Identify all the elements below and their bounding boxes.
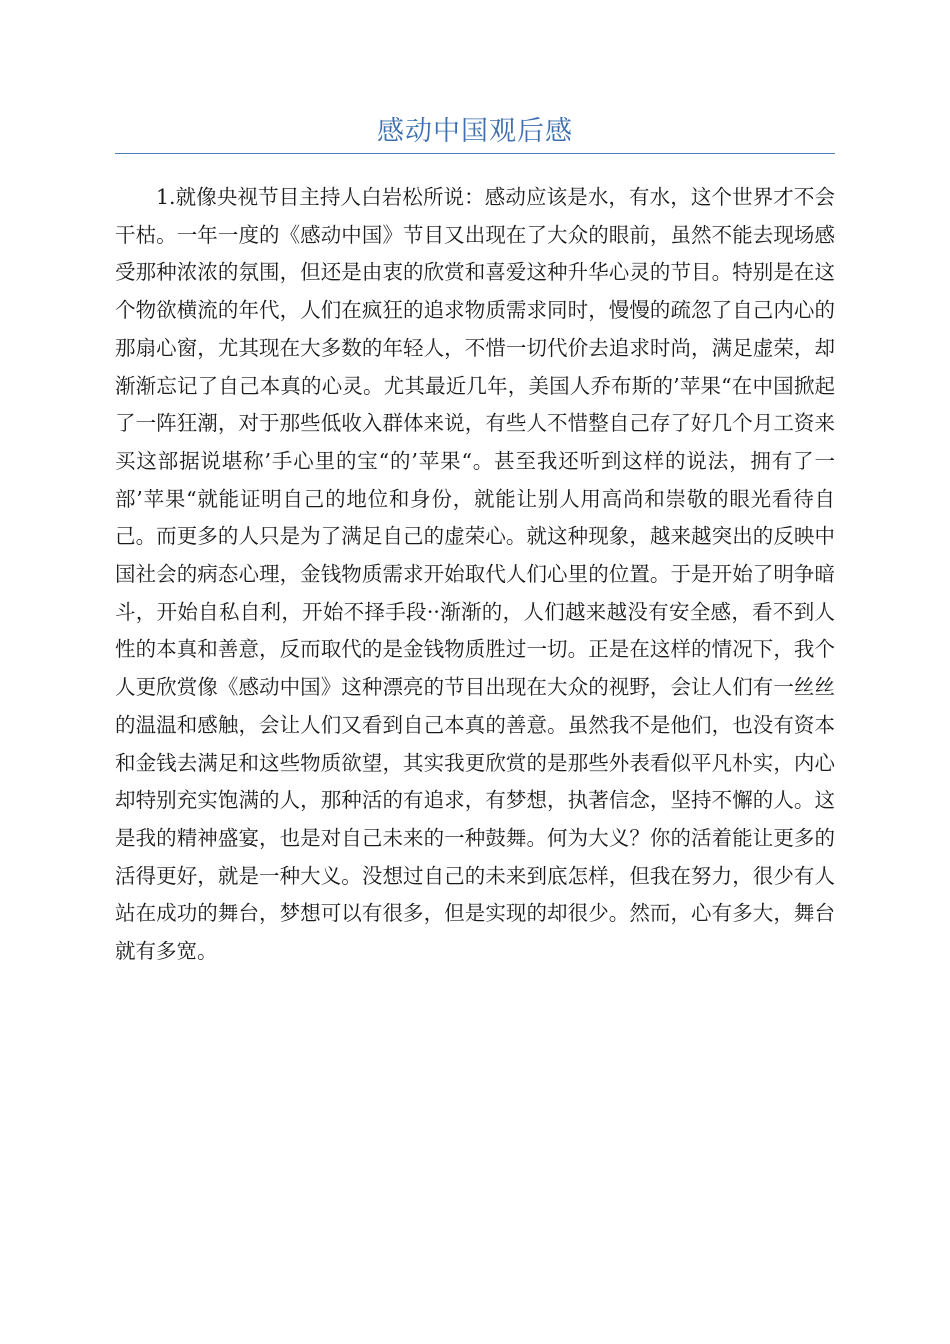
body-paragraph: 1.就像央视节目主持人白岩松所说：感动应该是水，有水，这个世界才不会干枯。一年一度的《感动中国》节目又出现在了大众的眼前，虽然不能去现场感受那种浓浓的氛围，但还是由衷的欣赏和喜爱这种升华心灵的节目。特别是在这个物欲横流的年代，人们在疯狂的追求物质需求同时，慢慢的疏忽了自己内心的那扇心窗，尤其现在大多数的年轻人，不惜一切代价去追求时尚，满足虚荣，却渐渐忘记了自己本真的心灵。尤其最近几年，美国人乔布斯的’苹果“在中国掀起了一阵狂潮，对于那些低收入群体来说，有些人不惜整自己存了好几个月工资来买这部据说堪称’手心里的宝“的’苹果“。甚至我还听到这样的说法，拥有了一部’苹果“就能证明自己的地位和身份，就能让别人用高尚和崇敬的眼光看待自己。而更多的人只是为了满足自己的虚荣心。就这种现象，越来越突出的反映中国社会的病态心理，金钱物质需求开始取代人们心里的位置。于是开始了明争暗斗，开始自私自利，开始不择手段··渐渐的，人们越来越没有安全感，看不到人性的本真和善意，反而取代的是金钱物质胜过一切。正是在这样的情况下，我个人更欣赏像《感动中国》这种漂亮的节目出现在大众的视野，会让人们有一丝丝的温温和感触，会让人们又看到自己本真的善意。虽然我不是他们，也没有资本和金钱去满足和这些物质欲望，其实我更欣赏的是那些外表看似平凡朴实，内心却特别充实饱满的人，那种活的有追求，有梦想，执著信念，坚持不懈的人。这是我的精神盛宴，也是对自己未来的一种鼓舞。何为大义？你的活着能让更多的活得更好，就是一种大义。没想过自己的未来到底怎样，但我在努力，很少有人站在成功的舞台，梦想可以有很多，但是实现的却很少。然而，心有多大，舞台就有多宽。 bbox=[115, 185, 835, 964]
title-underline-divider bbox=[115, 153, 835, 154]
document-title: 感动中国观后感 bbox=[377, 116, 573, 147]
